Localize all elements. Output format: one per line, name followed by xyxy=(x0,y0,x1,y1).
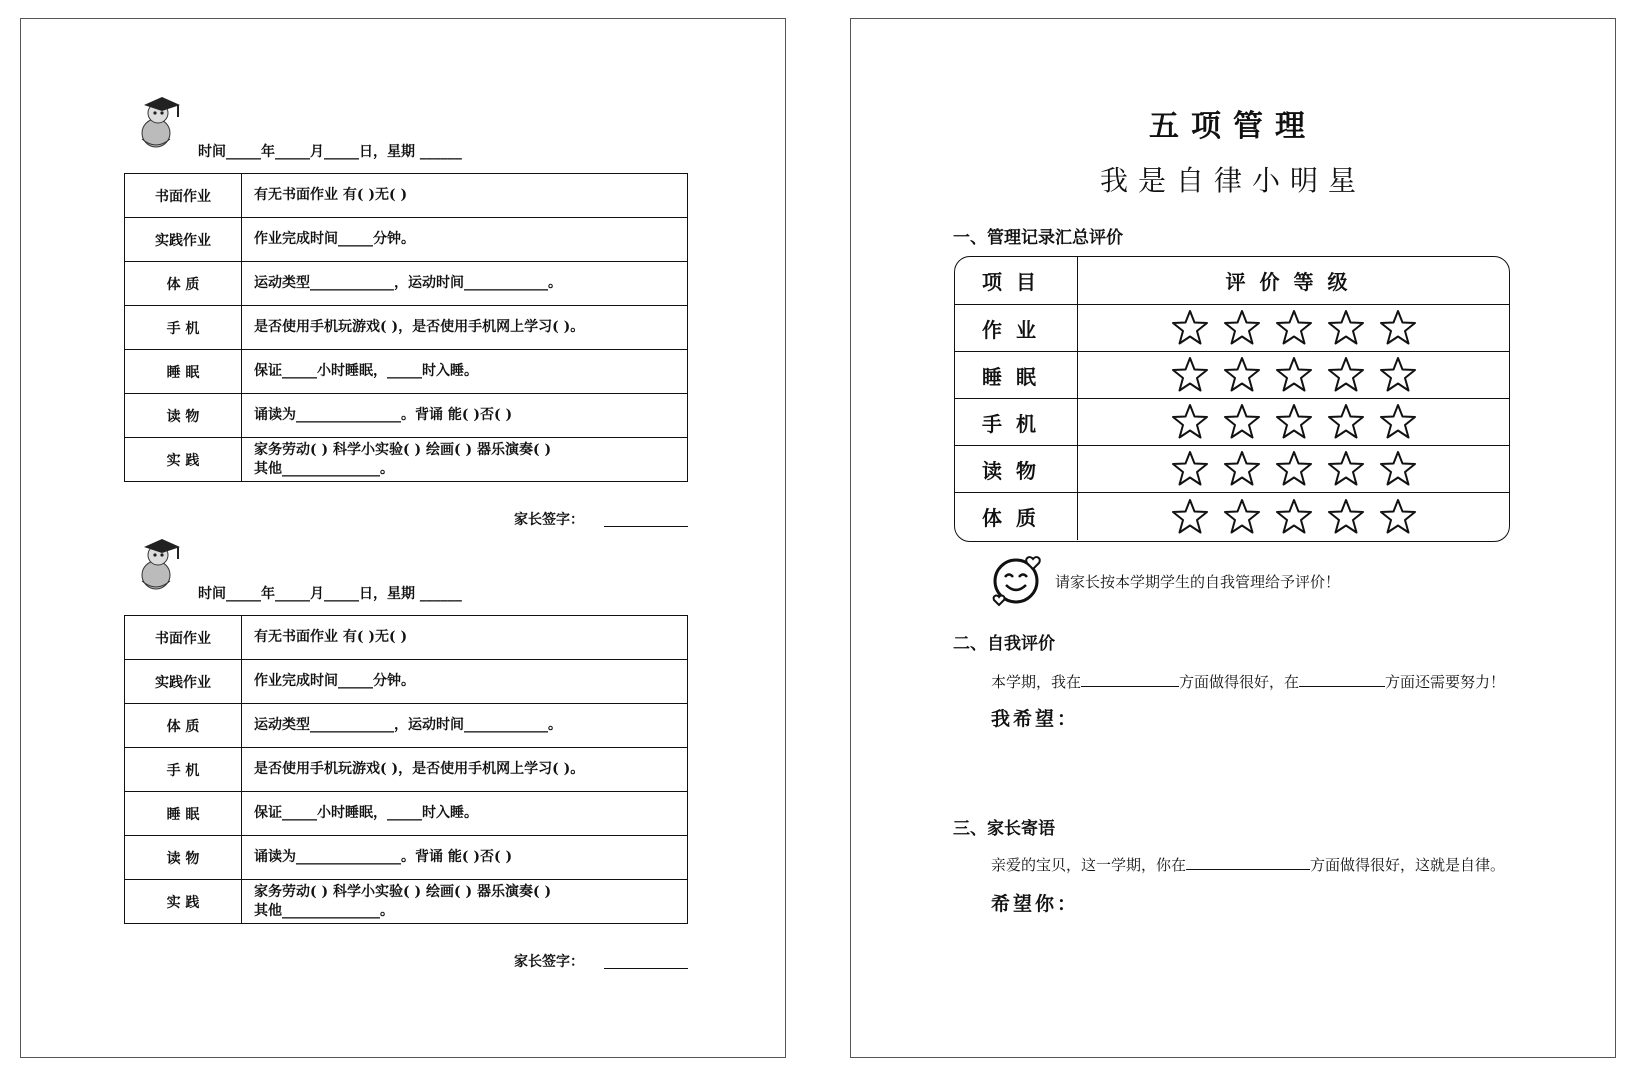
sentence-part: 方面做得很好，这就是自律。 xyxy=(1310,856,1506,874)
column-header-rating: 评价等级 xyxy=(1225,270,1362,294)
parent-signature-field[interactable] xyxy=(604,968,688,969)
star-outline-icon[interactable] xyxy=(1379,498,1417,536)
star-rating[interactable] xyxy=(1078,493,1509,540)
log-page xyxy=(20,18,786,1058)
table-row xyxy=(955,351,1509,398)
row-value: 保证_____小时睡眠，_____时入睡。 xyxy=(242,350,688,394)
table-row xyxy=(125,174,688,218)
sentence-part: 亲爱的宝贝，这一学期，你在 xyxy=(991,856,1187,874)
table-row xyxy=(955,398,1509,445)
fill-in-blank[interactable] xyxy=(1186,855,1310,870)
row-value: 是否使用手机玩游戏( )，是否使用手机网上学习( )。 xyxy=(242,306,688,350)
daily-log-entry xyxy=(124,533,688,970)
table-row xyxy=(125,880,688,924)
star-outline-icon[interactable] xyxy=(1171,356,1209,394)
row-label: 手 机 xyxy=(125,748,242,792)
table-row xyxy=(125,836,688,880)
table-row xyxy=(125,350,688,394)
log-table xyxy=(124,615,688,924)
row-value xyxy=(242,880,688,924)
row-value-line: 其他______________。 xyxy=(254,902,394,919)
summary-page xyxy=(850,18,1616,1058)
star-rating[interactable] xyxy=(1078,399,1509,445)
row-label: 实践作业 xyxy=(125,218,242,262)
page-title: 五项管理 xyxy=(1149,109,1317,144)
row-label: 睡 眠 xyxy=(125,792,242,836)
row-label: 读 物 xyxy=(125,836,242,880)
row-label: 实 践 xyxy=(125,880,242,924)
star-outline-icon[interactable] xyxy=(1327,450,1365,488)
table-row xyxy=(955,492,1509,540)
star-outline-icon[interactable] xyxy=(1327,498,1365,536)
row-value: 作业完成时间_____分钟。 xyxy=(242,660,688,704)
note-text: 请家长按本学期学生的自我管理给予评价！ xyxy=(1055,573,1341,591)
row-label: 书面作业 xyxy=(125,616,242,660)
star-outline-icon[interactable] xyxy=(1379,309,1417,347)
row-value: 作业完成时间_____分钟。 xyxy=(242,218,688,262)
fill-in-blank[interactable] xyxy=(1299,672,1385,687)
row-label: 体 质 xyxy=(125,704,242,748)
row-value-line: 其他______________。 xyxy=(254,460,394,477)
star-outline-icon[interactable] xyxy=(1223,498,1261,536)
star-outline-icon[interactable] xyxy=(1171,450,1209,488)
star-rating[interactable] xyxy=(1078,446,1509,492)
parent-signature-label: 家长签字： xyxy=(514,954,584,970)
table-row xyxy=(125,262,688,306)
row-value-line: 家务劳动( ) 科学小实验( ) 绘画( ) 器乐演奏( ) xyxy=(254,441,552,458)
star-outline-icon[interactable] xyxy=(1275,450,1313,488)
section-heading: 三、家长寄语 xyxy=(953,819,1055,839)
star-outline-icon[interactable] xyxy=(1327,403,1365,441)
row-label: 实 践 xyxy=(125,438,242,482)
row-label: 手 机 xyxy=(125,306,242,350)
star-outline-icon[interactable] xyxy=(1223,450,1261,488)
section-heading: 二、自我评价 xyxy=(953,634,1055,654)
star-outline-icon[interactable] xyxy=(1171,309,1209,347)
graduation-cap-mascot-icon xyxy=(134,93,184,153)
daily-log-entry xyxy=(124,91,688,528)
star-outline-icon[interactable] xyxy=(1379,403,1417,441)
table-row xyxy=(125,616,688,660)
star-outline-icon[interactable] xyxy=(1171,498,1209,536)
row-item: 作业 xyxy=(955,305,1078,351)
star-outline-icon[interactable] xyxy=(1275,498,1313,536)
table-row xyxy=(125,660,688,704)
parent-signature-field[interactable] xyxy=(604,526,688,527)
table-row xyxy=(125,394,688,438)
row-value: 诵读为_______________。背诵 能( )否( ) xyxy=(242,836,688,880)
star-outline-icon[interactable] xyxy=(1327,356,1365,394)
star-outline-icon[interactable] xyxy=(1275,309,1313,347)
row-item: 读物 xyxy=(955,446,1078,492)
table-row xyxy=(125,438,688,482)
graduation-cap-mascot-icon xyxy=(134,535,184,595)
smiley-heart-icon xyxy=(991,553,1043,607)
row-label: 睡 眠 xyxy=(125,350,242,394)
star-outline-icon[interactable] xyxy=(1275,356,1313,394)
table-row xyxy=(125,748,688,792)
table-row xyxy=(955,304,1509,351)
row-label: 体 质 xyxy=(125,262,242,306)
row-item: 手机 xyxy=(955,399,1078,445)
row-value xyxy=(242,438,688,482)
evaluation-table xyxy=(954,256,1510,542)
section-heading: 一、管理记录汇总评价 xyxy=(953,228,1123,248)
row-value: 有无书面作业 有( )无( ) xyxy=(242,174,688,218)
row-label: 书面作业 xyxy=(125,174,242,218)
table-row xyxy=(125,218,688,262)
column-header-item: 项目 xyxy=(955,257,1078,304)
row-value: 保证_____小时睡眠，_____时入睡。 xyxy=(242,792,688,836)
star-outline-icon[interactable] xyxy=(1223,403,1261,441)
wish-label: 希望你： xyxy=(991,893,1080,915)
star-outline-icon[interactable] xyxy=(1223,356,1261,394)
star-outline-icon[interactable] xyxy=(1379,450,1417,488)
row-item: 睡眠 xyxy=(955,352,1078,398)
star-rating[interactable] xyxy=(1078,352,1509,398)
star-outline-icon[interactable] xyxy=(1379,356,1417,394)
table-row xyxy=(125,306,688,350)
parent-message-sentence xyxy=(991,854,1505,875)
star-rating[interactable] xyxy=(1078,305,1509,351)
date-line: 时间_____年_____月_____日，星期 ______ xyxy=(198,586,462,602)
row-value: 是否使用手机玩游戏( )，是否使用手机网上学习( )。 xyxy=(242,748,688,792)
table-header-row xyxy=(955,257,1509,304)
row-label: 读 物 xyxy=(125,394,242,438)
row-value-line: 家务劳动( ) 科学小实验( ) 绘画( ) 器乐演奏( ) xyxy=(254,883,552,900)
star-outline-icon[interactable] xyxy=(1327,309,1365,347)
sentence-part: 方面做得很好，在 xyxy=(1179,673,1300,691)
sentence-part: 本学期，我在 xyxy=(991,673,1082,691)
self-evaluation-sentence xyxy=(991,671,1505,692)
log-table xyxy=(124,173,688,482)
star-outline-icon[interactable] xyxy=(1171,403,1209,441)
table-row xyxy=(955,445,1509,492)
row-value: 有无书面作业 有( )无( ) xyxy=(242,616,688,660)
wish-label: 我希望： xyxy=(991,708,1080,730)
parent-signature-label: 家长签字： xyxy=(514,512,584,528)
row-value: 诵读为_______________。背诵 能( )否( ) xyxy=(242,394,688,438)
row-value: 运动类型____________，运动时间____________。 xyxy=(242,704,688,748)
page-subtitle: 我是自律小明星 xyxy=(1099,164,1366,197)
star-outline-icon[interactable] xyxy=(1223,309,1261,347)
fill-in-blank[interactable] xyxy=(1081,672,1179,687)
row-value: 运动类型____________，运动时间____________。 xyxy=(242,262,688,306)
parent-note xyxy=(991,553,1511,609)
table-row xyxy=(125,704,688,748)
date-line: 时间_____年_____月_____日，星期 ______ xyxy=(198,144,462,160)
sentence-part: 方面还需要努力！ xyxy=(1385,673,1506,691)
star-outline-icon[interactable] xyxy=(1275,403,1313,441)
row-item: 体质 xyxy=(955,493,1078,540)
table-row xyxy=(125,792,688,836)
row-label: 实践作业 xyxy=(125,660,242,704)
